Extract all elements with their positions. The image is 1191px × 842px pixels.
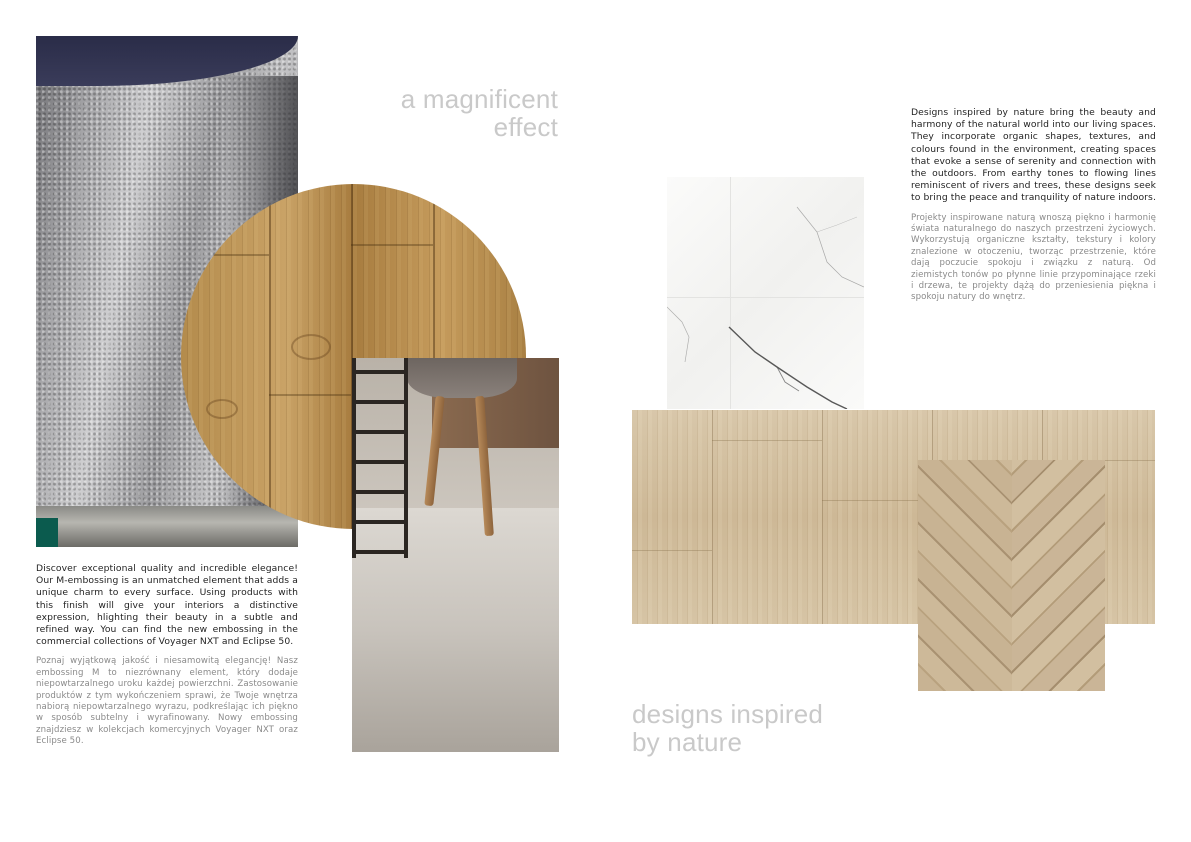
left-heading-line-2: effect [493, 112, 558, 142]
left-heading [380, 85, 558, 141]
oak-plank-seam [269, 184, 271, 529]
shelf-bar [352, 400, 408, 404]
shelf-bar [352, 430, 408, 434]
oak-knot [206, 399, 238, 419]
herringbone-floor-photo [918, 460, 1105, 691]
right-heading [632, 700, 892, 756]
left-text-block [36, 563, 298, 748]
shelf-bar [352, 490, 408, 494]
interior-room-photo [352, 358, 559, 752]
oak-plank-joint [351, 244, 433, 246]
metal-green-accent [36, 518, 58, 547]
right-text-block [911, 107, 1156, 304]
white-marble-tile-photo [667, 177, 864, 409]
left-heading-line-1: a magnificent [400, 84, 558, 114]
shelf-bar [352, 460, 408, 464]
right-heading-line-2: by nature [632, 727, 743, 757]
right-paragraph-en: Designs inspired by nature bring the beauty and harmony of the natural world into our living spaces. They incorporate organic shapes, textures, and colours found in the environment, creating spaces that evoke a sense of serenity and connection with the outdoors. From earthy tones to flowing lines reminiscent of rivers and trees, these designs seek to bring the peace and tranquility of nature indoors. [911, 107, 1156, 204]
oak-knot [291, 334, 331, 360]
left-paragraph-en: Discover exceptional quality and incredible elegance! Our M-embossing is an unmatched element that adds a unique charm to every surface. Using products with this finish will give your interiors a distinctive expression, hlighting their beauty in a subtle and refined way. You can find the new embossing in the commercial collections of Voyager NXT and Eclipse 50. [36, 563, 298, 648]
marble-veins [667, 177, 864, 409]
right-paragraph-pl: Projekty inspirowane naturą wnoszą piękno i harmonię świata naturalnego do naszych przestrzeni życiowych. Wykorzystują organiczne kształty, tekstury i kolory znalezione w otoczeniu, tworząc przestrzenie, które dają poczucie spokoju i związku z naturą. Od ziemistych tonów po płynne linie przypominające rzeki i drzewa, te projekty dążą do przeniesienia piękna i spokoju natury do wnętrz. [911, 212, 1156, 303]
shelf-post [352, 358, 356, 558]
oak-plank-joint [181, 254, 269, 256]
oak-plank-joint [269, 394, 351, 396]
metal-roll-base [36, 506, 298, 547]
chair-seat [407, 358, 517, 398]
right-heading-line-1: designs inspired [632, 699, 824, 729]
interior-floor [352, 508, 559, 752]
plank-seam [712, 410, 713, 624]
left-paragraph-pl: Poznaj wyjątkową jakość i niesamowitą elegancję! Nasz embossing M to niezrównany element, który dodaje niepowtarzalnego uroku każdej powierzchni. Zastosowanie produktów z tym wykończeniem sprawi, że Twoje wnętrza nabiorą niepowtarzalnego wyrazu, podkreślając ich piękno w sposób subtelny i wyrafinowany. Nowy embossing znajdziesz w kolekcjach komercyjnych Voyager NXT oraz Eclipse 50. [36, 656, 298, 747]
chair-leg [424, 396, 444, 506]
shelf-bar [352, 550, 408, 554]
plank-joint [632, 550, 712, 551]
shelf-post [404, 358, 408, 558]
plank-seam [822, 410, 823, 624]
shelf-bar [352, 520, 408, 524]
plank-joint [822, 500, 932, 501]
plank-joint [712, 440, 822, 441]
shelf-bar [352, 370, 408, 374]
